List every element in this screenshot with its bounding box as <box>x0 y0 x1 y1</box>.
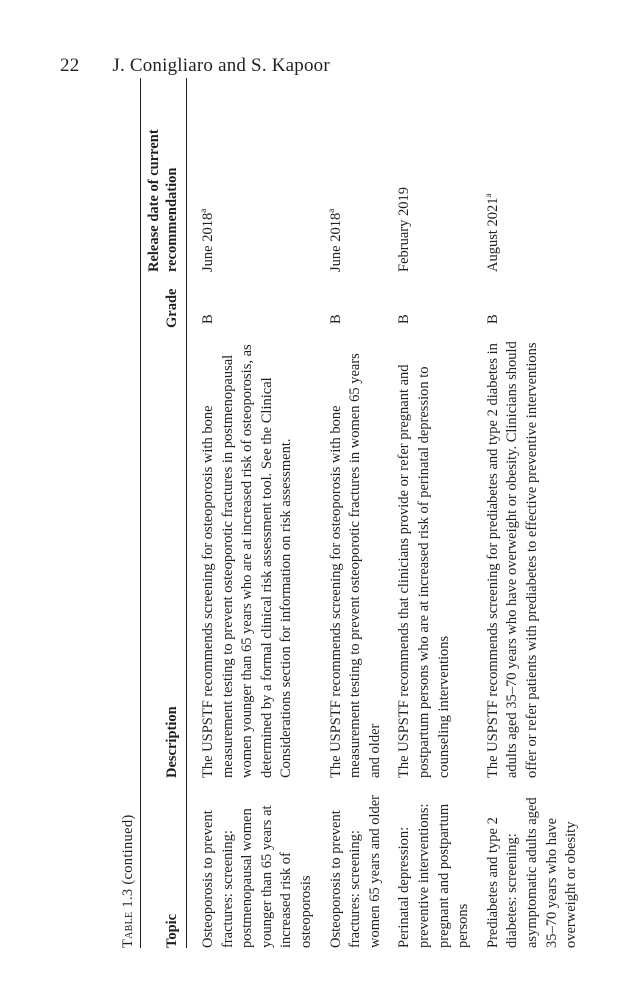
cell-grade: B <box>396 314 413 324</box>
table-caption <box>116 78 140 948</box>
column-header-topic: Topic <box>141 778 187 948</box>
cell-grade: B <box>200 314 216 324</box>
recommendations-table <box>140 78 582 948</box>
table-row <box>474 78 582 948</box>
release-date-text: February 2019 <box>396 187 413 272</box>
table-caption-label: Table 1.3 <box>120 888 136 948</box>
release-date-text: June 2018 <box>200 212 216 272</box>
cell-description: The USPSTF recommends screening for prediabetes and type 2 diabetes in adults aged 35–70 years who have overweight or obesity. Clinicians should offer or refer patients with prediabetes to effective preventive interventions <box>484 341 540 778</box>
cell-topic: Prediabetes and type 2 diabetes: screening: asymptomatic adults aged 35–70 years who have overweight or obesity <box>484 797 580 948</box>
cell-topic: Perinatal depression: preventive interventions: pregnant and postpartum persons <box>396 803 472 948</box>
table-caption-suffix: (continued) <box>120 814 136 885</box>
column-header-description: Description <box>141 328 187 778</box>
cell-grade: B <box>484 314 501 324</box>
table-header <box>141 78 187 948</box>
table-body <box>187 78 582 948</box>
column-header-release-date: Release date of current recommendation <box>141 78 187 272</box>
release-date-text: June 2018 <box>327 212 344 272</box>
cell-topic: Osteoporosis to prevent fractures: screening: women 65 years and older <box>327 794 383 948</box>
footnote-marker: a <box>325 208 336 213</box>
table-row <box>317 78 386 948</box>
running-header-authors: J. Conigliaro and S. Kapoor <box>112 55 330 76</box>
page-number: 22 <box>60 55 80 76</box>
footnote-marker: a <box>482 193 493 198</box>
cell-topic: Osteoporosis to prevent fractures: screening: postmenopausal women younger than 65 years at increased risk of osteoporosis <box>200 805 314 948</box>
release-date-text: August 2021 <box>484 197 501 272</box>
cell-description: The USPSTF recommends that clinicians provide or refer pregnant and postpartum persons who are at increased risk of perinatal depression to counseling interventions <box>396 364 452 778</box>
cell-release-date <box>474 78 582 272</box>
column-header-grade: Grade <box>141 272 187 328</box>
cell-release-date <box>385 78 473 272</box>
table-row <box>187 78 317 948</box>
cell-description: The USPSTF recommends screening for osteoporosis with bone measurement testing to prevent osteoporotic fractures in postmenopausal women younger than 65 years who are at increased risk of osteoporosis, as determined by a formal clinical risk assessment tool. See the Clinical Considerations section for information on risk assessment. <box>200 344 295 778</box>
table-row <box>385 78 473 948</box>
running-header <box>60 55 330 77</box>
cell-release-date <box>187 78 317 272</box>
cell-grade: B <box>327 314 344 324</box>
rotated-table-block <box>116 78 586 948</box>
footnote-marker: a <box>198 208 209 213</box>
cell-release-date <box>317 78 386 272</box>
cell-description: The USPSTF recommends screening for osteoporosis with bone measurement testing to prevent osteoporotic fractures in women 65 years and older <box>327 353 383 778</box>
